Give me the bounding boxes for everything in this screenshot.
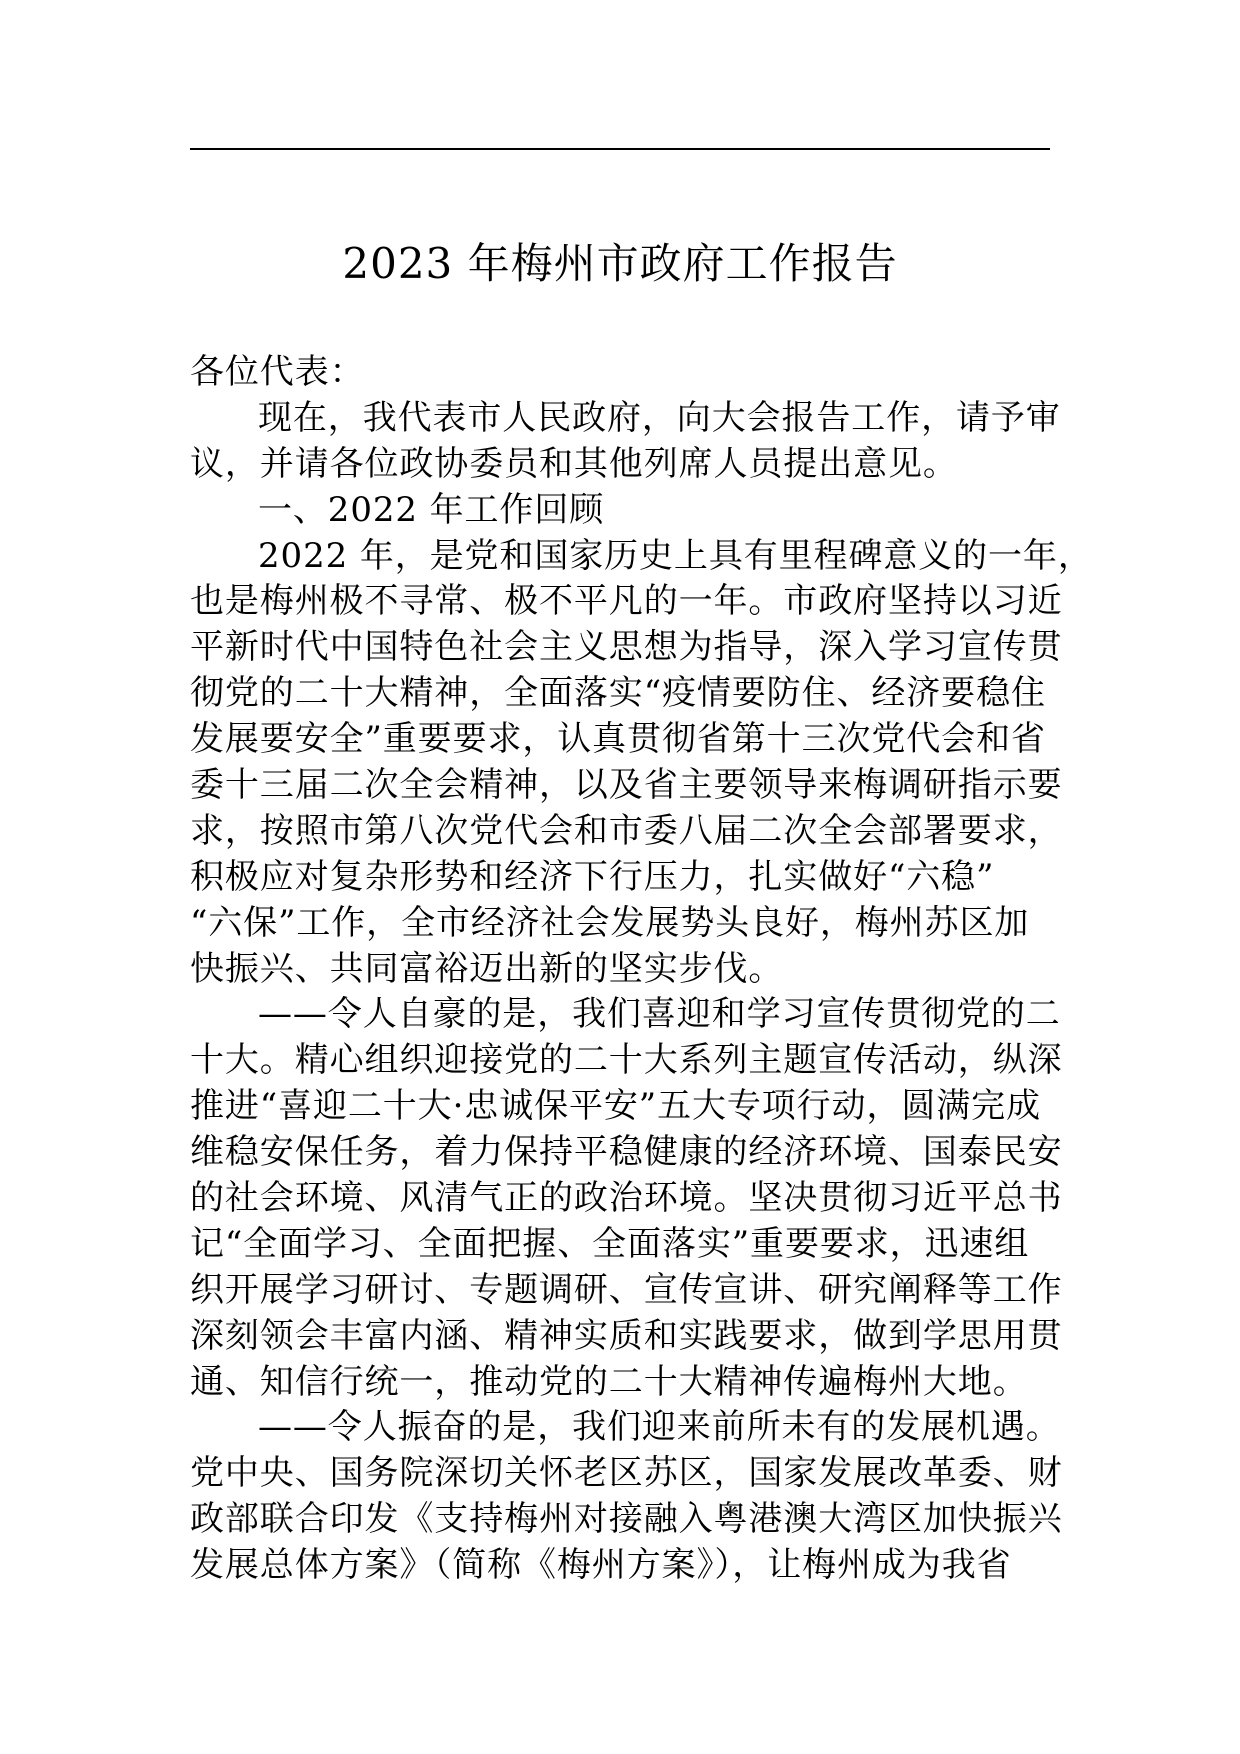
body-line: 一、2022 年工作回顾 bbox=[258, 489, 605, 530]
body-line: 积极应对复杂形势和经济下行压力，扎实做好“六稳” bbox=[190, 856, 995, 897]
body-line: ——令人振奋的是，我们迎来前所未有的发展机遇。 bbox=[258, 1407, 1061, 1448]
body-line: 彻党的二十大精神，全面落实“疫情要防住、经济要稳住 bbox=[190, 673, 1046, 714]
body-line: 快振兴、共同富裕迈出新的坚实步伐。 bbox=[190, 948, 784, 989]
body-line: 的社会环境、风清气正的政治环境。坚决贯彻习近平总书 bbox=[190, 1178, 1063, 1219]
body-line: 委十三届二次全会精神，以及省主要领导来梅调研指示要 bbox=[190, 765, 1063, 806]
body-line: 维稳安保任务，着力保持平稳健康的经济环境、国泰民安 bbox=[190, 1132, 1063, 1173]
body-line: 现在，我代表市人民政府，向大会报告工作，请予审 bbox=[258, 397, 1061, 438]
body-line: 通、知信行统一，推动党的二十大精神传遍梅州大地。 bbox=[190, 1361, 1028, 1402]
body-line: 推进“喜迎二十大·忠诚保平安”五大专项行动，圆满完成 bbox=[190, 1086, 1041, 1127]
body-line: “六保”工作，全市经济社会发展势头良好，梅州苏区加 bbox=[190, 902, 1030, 943]
body-line: 十大。精心组织迎接党的二十大系列主题宣传活动，纵深 bbox=[190, 1040, 1063, 1081]
body-line: 各位代表： bbox=[190, 352, 365, 392]
document-title: 2023 年梅州市政府工作报告 bbox=[342, 239, 898, 288]
body-line: 也是梅州极不寻常、极不平凡的一年。市政府坚持以习近 bbox=[190, 581, 1063, 622]
body-line: 平新时代中国特色社会主义思想为指导，深入学习宣传贯 bbox=[190, 627, 1063, 668]
body-line: 织开展学习研讨、专题调研、宣传宣讲、研究阐释等工作 bbox=[190, 1269, 1063, 1310]
document-body bbox=[190, 350, 1093, 1589]
body-line: 深刻领会丰富内涵、精神实质和实践要求，做到学思用贯 bbox=[190, 1315, 1063, 1356]
body-line: ——令人自豪的是，我们喜迎和学习宣传贯彻党的二 bbox=[258, 994, 1061, 1035]
body-line: 议，并请各位政协委员和其他列席人员提出意见。 bbox=[190, 443, 958, 484]
body-line: 发展要安全”重要要求，认真贯彻省第十三次党代会和省 bbox=[190, 719, 1046, 760]
body-line: 2022 年，是党和国家历史上具有里程碑意义的一年， bbox=[258, 535, 1093, 576]
body-line: 发展总体方案》（简称《梅州方案》），让梅州成为我省 bbox=[190, 1545, 1012, 1586]
body-line: 记“全面学习、全面把握、全面落实”重要要求，迅速组 bbox=[190, 1223, 1030, 1264]
body-line: 党中央、国务院深切关怀老区苏区，国家发展改革委、财 bbox=[190, 1453, 1063, 1494]
body-line: 政部联合印发《支持梅州对接融入粤港澳大湾区加快振兴 bbox=[190, 1499, 1063, 1540]
body-line: 求，按照市第八次党代会和市委八届二次全会部署要求， bbox=[190, 810, 1063, 851]
header-rule bbox=[190, 148, 1050, 150]
